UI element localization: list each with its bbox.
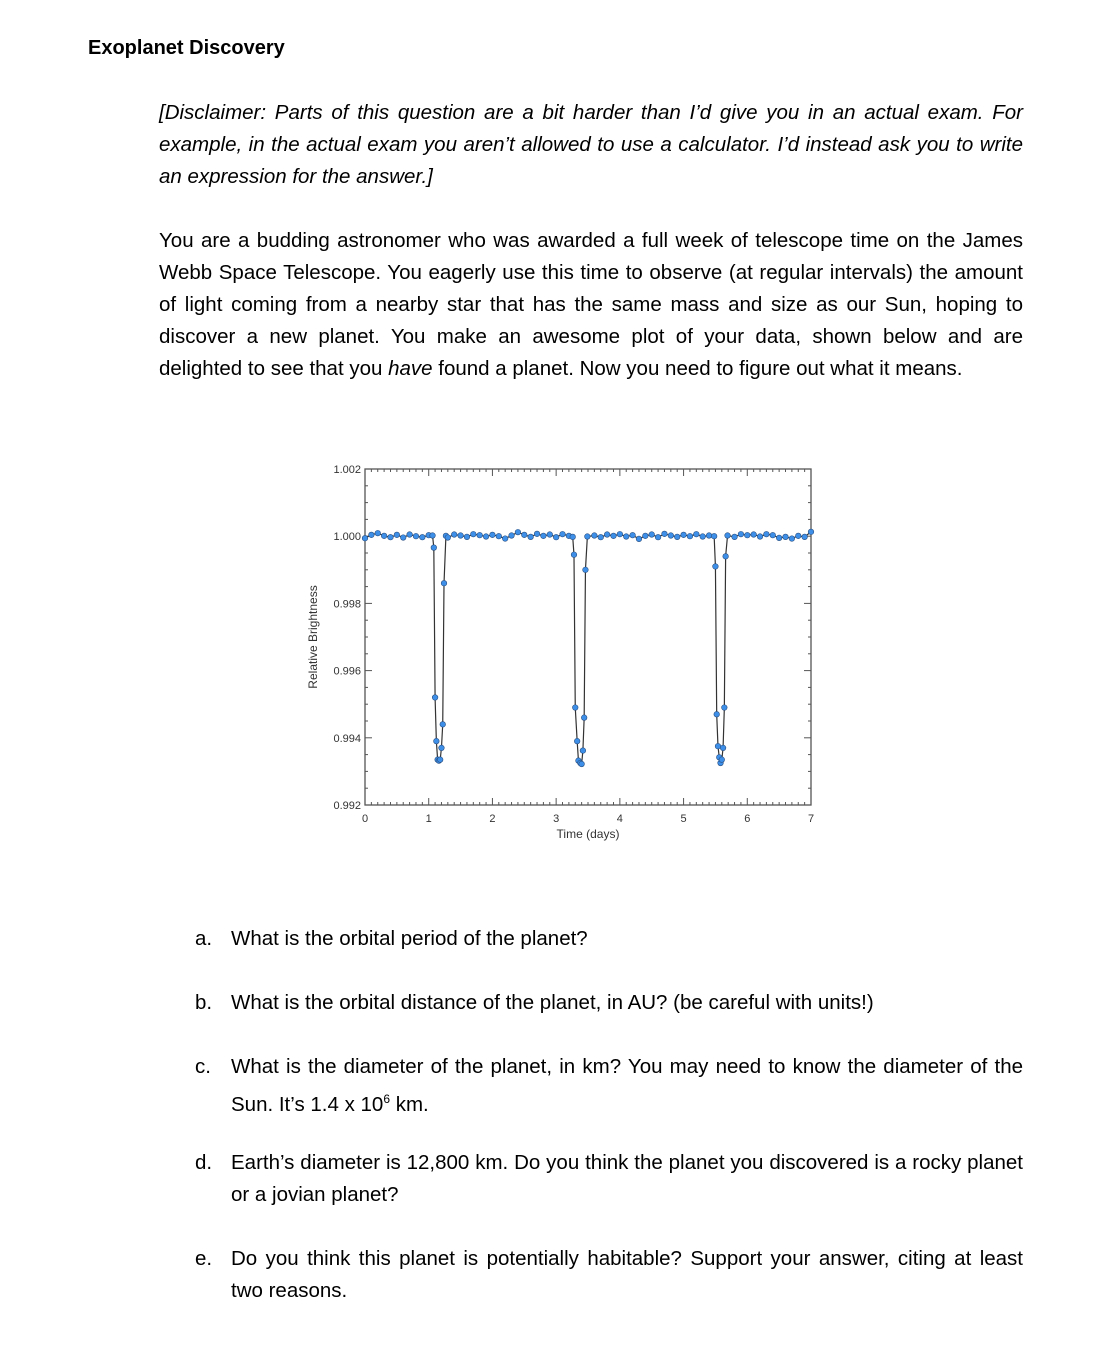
question-d	[195, 1147, 1023, 1211]
data-point	[445, 535, 451, 541]
data-point	[434, 738, 440, 744]
data-point	[744, 532, 750, 538]
x-tick-label: 7	[807, 813, 815, 825]
data-point	[722, 705, 728, 711]
data-point	[571, 552, 577, 558]
data-point	[528, 534, 534, 540]
data-point	[490, 532, 496, 538]
data-point	[738, 531, 744, 537]
data-point	[636, 536, 642, 542]
data-point	[668, 533, 674, 539]
data-point	[770, 532, 776, 538]
data-point	[687, 533, 693, 539]
data-point	[388, 534, 394, 540]
data-point	[579, 761, 585, 767]
data-point	[581, 715, 587, 721]
data-point	[732, 534, 738, 540]
x-tick-label: 5	[680, 813, 687, 825]
data-point	[477, 532, 483, 538]
question-text: What is the orbital period of the planet?	[231, 927, 588, 950]
question-text-part: What is the diameter of the planet, in km? You may need to know the diameter of the Sun. It’s 1.4 x 10	[231, 1055, 1023, 1116]
data-point	[802, 534, 808, 540]
data-point	[789, 536, 795, 542]
data-points	[362, 529, 814, 767]
y-tick-label: 1.002	[333, 464, 361, 476]
data-point	[757, 534, 763, 540]
question-c	[195, 1051, 1023, 1121]
x-tick-label: 6	[744, 813, 751, 825]
data-point	[451, 532, 457, 538]
data-point	[643, 533, 649, 539]
question-label: d.	[195, 1151, 213, 1174]
question-text-part: km.	[390, 1092, 429, 1116]
data-point	[604, 532, 610, 538]
data-point	[570, 534, 576, 540]
intro-text: You are a budding astronomer who was awarded a full week of telescope time on the James Webb Space Telescope. You eagerly use this time to observe (at regular intervals) the amount of light coming from a nearby star that has the same mass and size as our Sun, hoping to discover a new planet. You make an awesome plot of your data, shown below and are delighted to see that you	[159, 229, 1023, 380]
question-text	[231, 1051, 1023, 1121]
data-point	[681, 532, 687, 538]
data-point	[471, 531, 477, 537]
data-point	[400, 535, 406, 541]
intro-paragraph	[159, 225, 1023, 385]
data-point	[783, 534, 789, 540]
data-point	[432, 695, 438, 701]
data-point	[725, 533, 731, 539]
x-axis-label: Time (days)	[556, 827, 620, 841]
data-point	[458, 533, 464, 539]
exponent: 6	[383, 1092, 391, 1106]
data-point	[585, 534, 591, 540]
data-point	[547, 532, 553, 538]
data-point	[592, 533, 598, 539]
data-point	[764, 531, 770, 537]
data-point	[713, 564, 719, 570]
axis-ticks	[365, 469, 811, 805]
intro-emphasis: have	[388, 357, 433, 380]
data-point	[441, 580, 447, 586]
data-point	[572, 705, 578, 711]
data-point	[413, 533, 419, 539]
data-point	[440, 722, 446, 728]
data-point	[553, 534, 559, 540]
question-e	[195, 1243, 1023, 1307]
data-point	[483, 534, 489, 540]
data-point	[437, 757, 443, 763]
data-point	[715, 743, 721, 749]
question-text: Earth’s diameter is 12,800 km. Do you think the planet you discovered is a rocky planet or a jovian planet?	[231, 1151, 1023, 1206]
question-text: What is the orbital distance of the planet, in AU? (be careful with units!)	[231, 991, 874, 1014]
question-b	[195, 987, 1023, 1019]
data-point	[439, 745, 445, 751]
data-point	[776, 535, 782, 541]
data-point	[617, 531, 623, 537]
data-point	[649, 532, 655, 538]
data-point	[375, 530, 381, 536]
x-tick-label: 1	[425, 813, 432, 825]
question-label: c.	[195, 1055, 211, 1078]
data-point	[574, 738, 580, 744]
data-point	[795, 533, 801, 539]
data-point	[534, 531, 540, 537]
data-point	[369, 532, 375, 538]
data-point	[431, 545, 437, 551]
x-tick-label: 4	[616, 813, 623, 825]
x-tick-label: 0	[361, 813, 369, 825]
data-point	[751, 532, 757, 538]
data-point	[502, 536, 508, 542]
data-point	[706, 533, 712, 539]
data-point	[430, 533, 436, 539]
question-label: a.	[195, 927, 213, 950]
data-point	[700, 534, 706, 540]
light-curve-chart	[295, 455, 825, 850]
data-point	[655, 534, 661, 540]
data-point	[598, 534, 604, 540]
data-point	[674, 534, 680, 540]
data-point	[583, 567, 589, 573]
data-point	[541, 533, 547, 539]
data-point	[394, 532, 400, 538]
y-tick-labels	[333, 464, 361, 812]
question-text: Do you think this planet is potentially habitable? Support your answer, citing at least two reasons.	[231, 1247, 1023, 1302]
data-point	[560, 531, 566, 537]
data-point	[662, 531, 668, 537]
data-point	[381, 533, 387, 539]
data-point	[723, 554, 729, 560]
data-point	[694, 531, 700, 537]
x-tick-labels	[362, 813, 814, 825]
x-tick-label: 3	[553, 813, 560, 825]
data-point	[611, 533, 617, 539]
data-point	[407, 532, 413, 538]
data-point	[580, 748, 586, 754]
question-a	[195, 923, 1023, 955]
series-line	[365, 532, 811, 764]
intro-text-end: found a planet. Now you need to figure out what it means.	[432, 357, 963, 380]
question-label: e.	[195, 1247, 213, 1270]
data-point	[711, 533, 717, 539]
question-label: b.	[195, 991, 213, 1014]
y-axis-label: Relative Brightness	[306, 585, 320, 689]
y-tick-label: 0.994	[333, 732, 361, 745]
y-tick-label: 0.992	[333, 800, 361, 812]
data-point	[808, 529, 814, 535]
y-tick-label: 1.000	[333, 531, 361, 544]
data-point	[719, 757, 725, 763]
data-point	[630, 532, 636, 538]
data-point	[714, 711, 720, 717]
data-point	[464, 534, 470, 540]
data-point	[720, 745, 726, 751]
data-point	[509, 533, 515, 539]
data-point	[521, 532, 527, 538]
data-point	[496, 533, 502, 539]
y-tick-label: 0.998	[333, 598, 361, 611]
data-point	[623, 534, 629, 540]
x-tick-label: 2	[489, 813, 496, 825]
data-point	[515, 529, 521, 535]
y-tick-label: 0.996	[333, 665, 361, 678]
plot-frame	[365, 469, 811, 805]
data-point	[420, 534, 426, 540]
data-point	[362, 535, 368, 541]
disclaimer: [Disclaimer: Parts of this question are a bit harder than I’d give you in an actual exam. For example, in the actual exam you aren’t allowed to use a calculator. I’d instead ask you to write an expression for the answer.]	[159, 101, 1023, 188]
page-title: Exoplanet Discovery	[88, 37, 285, 59]
